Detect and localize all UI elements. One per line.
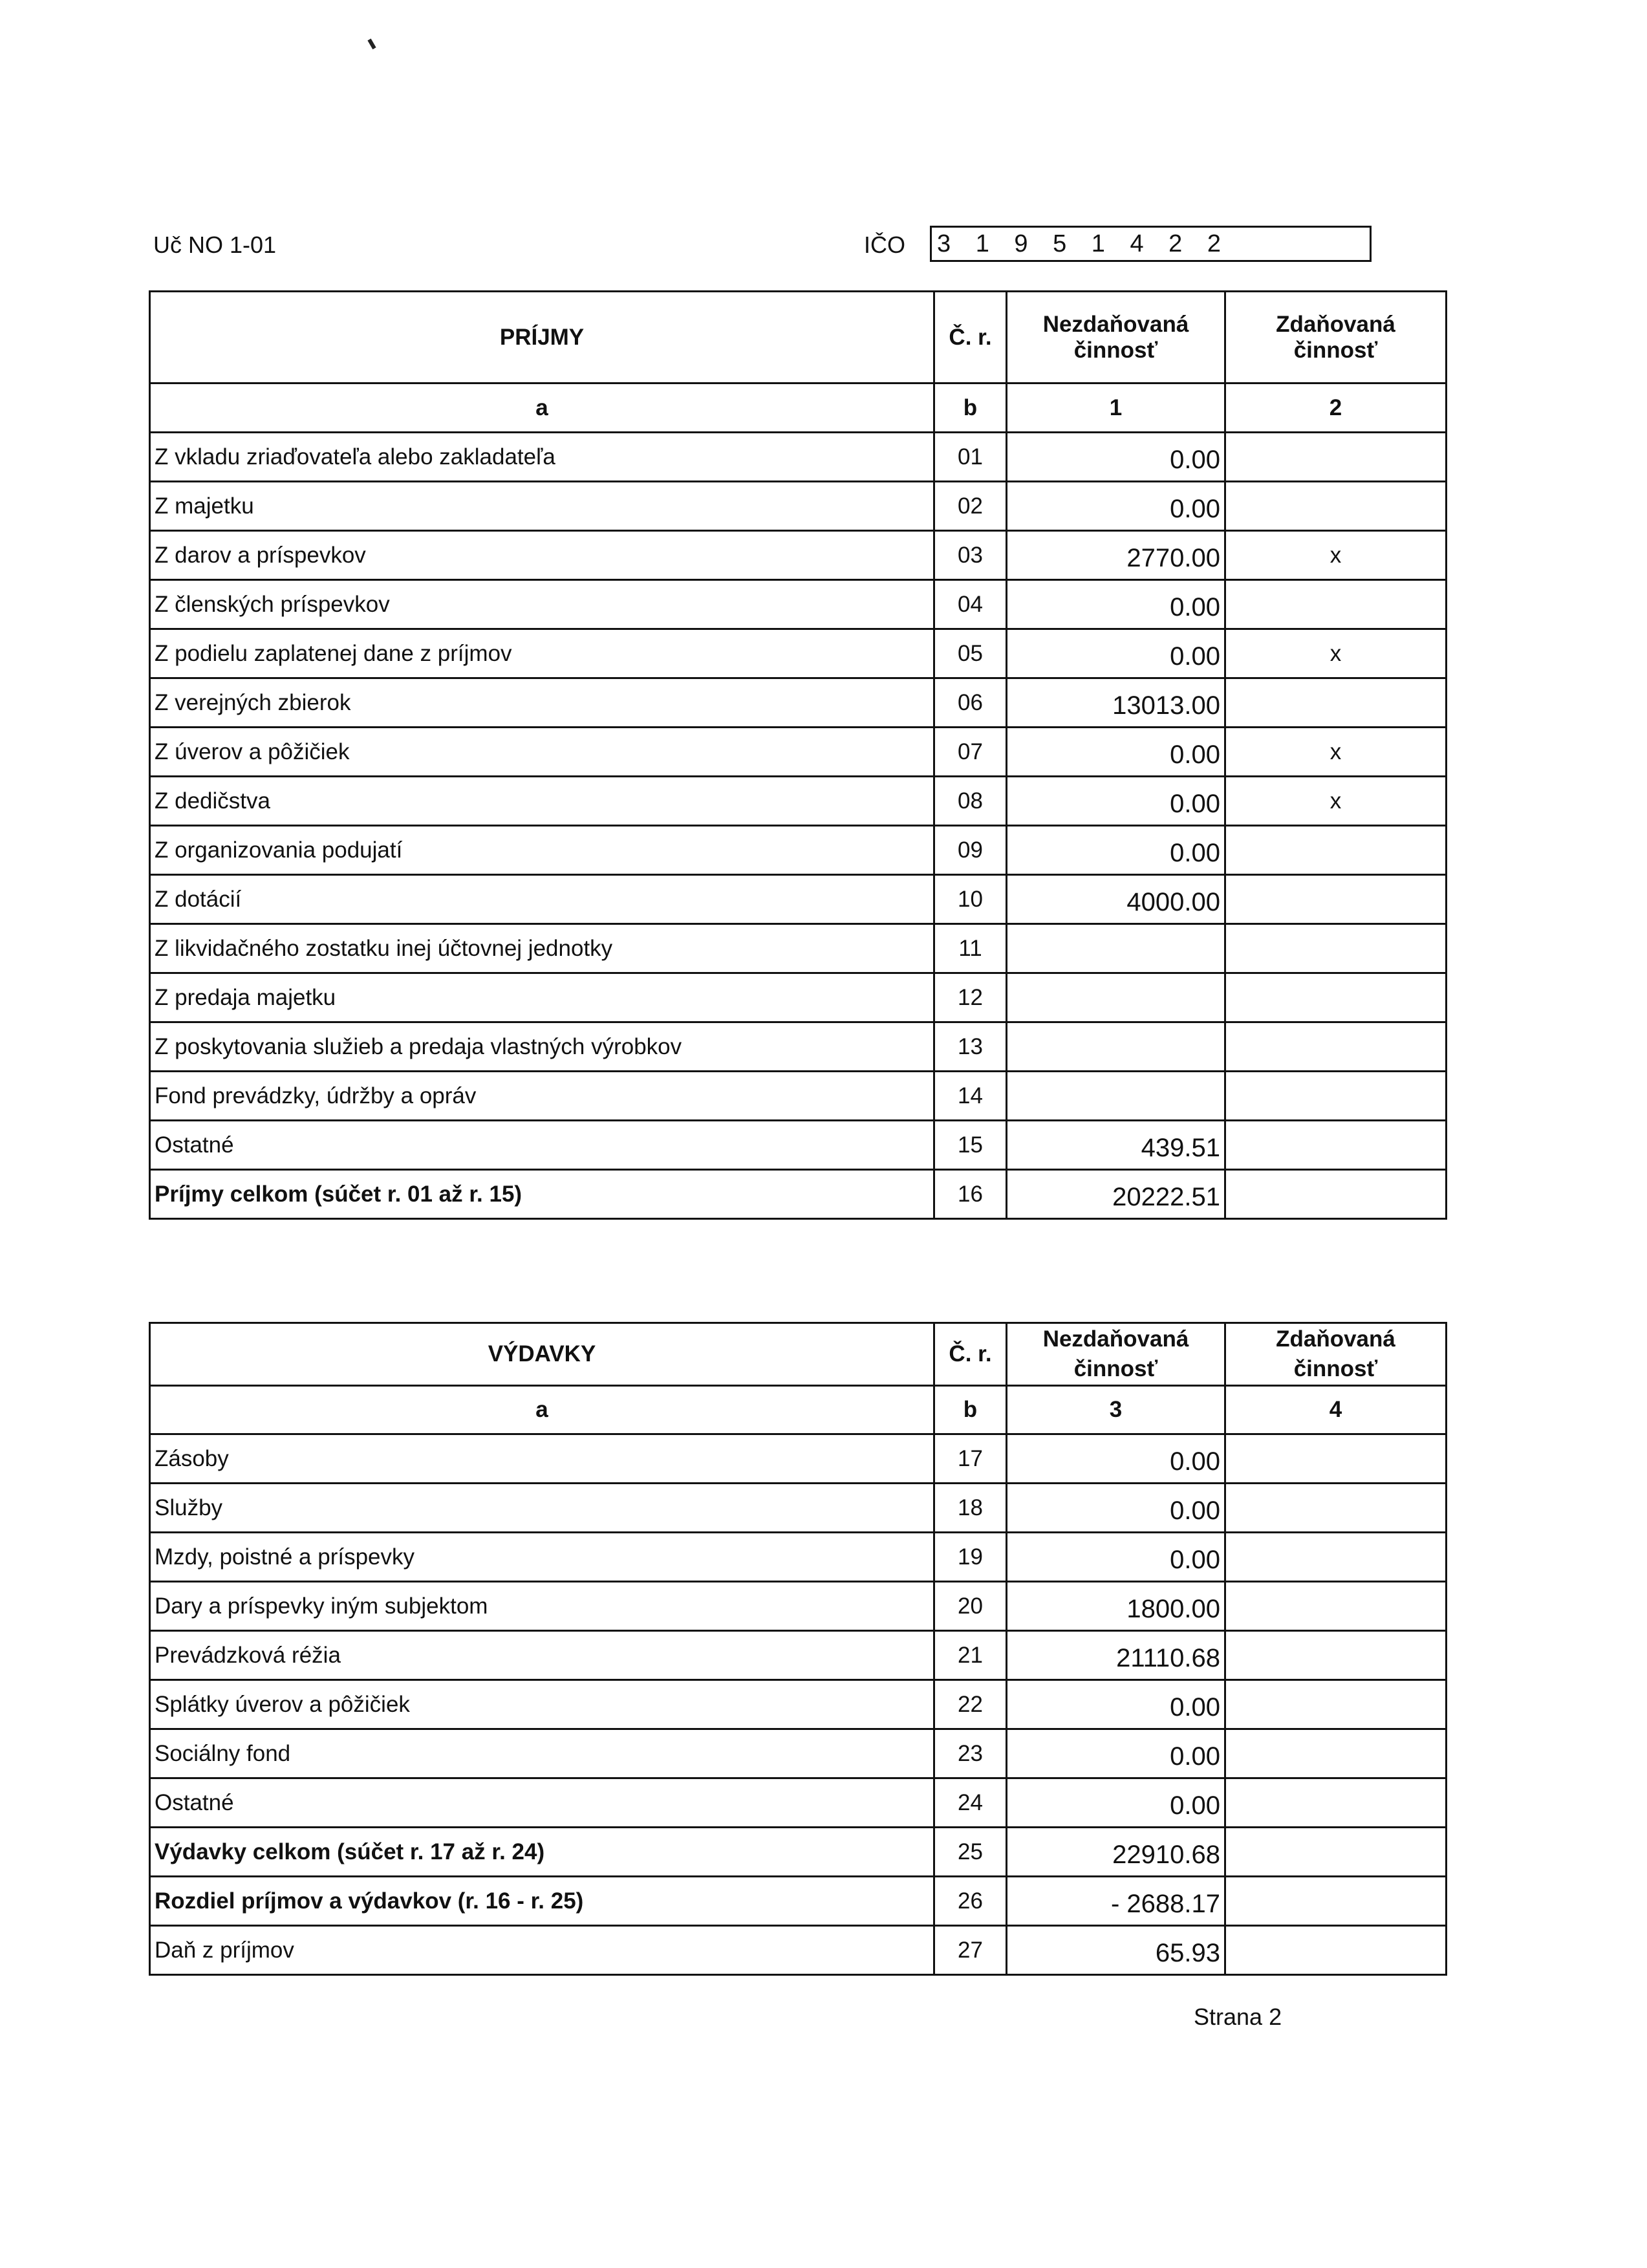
taxed-value: x xyxy=(1225,728,1447,777)
table-row xyxy=(150,728,1447,777)
table-row xyxy=(150,777,1447,826)
page-number: Strana 2 xyxy=(1194,2003,1282,2030)
row-label: Z likvidačného zostatku inej účtovnej jednotky xyxy=(150,924,934,973)
expense-header-row xyxy=(150,1323,1447,1386)
table-row xyxy=(150,433,1447,482)
row-code: 01 xyxy=(934,433,1007,482)
table-row xyxy=(150,924,1447,973)
row-code: 04 xyxy=(934,580,1007,629)
row-label: Sociálny fond xyxy=(150,1729,934,1778)
row-code-header: Č. r. xyxy=(934,1323,1007,1386)
nontaxed-value xyxy=(1007,1022,1225,1072)
table-row xyxy=(150,482,1447,531)
row-code: 26 xyxy=(934,1877,1007,1926)
taxed-value xyxy=(1225,973,1447,1022)
table-row xyxy=(150,1533,1447,1582)
taxed-value xyxy=(1225,1533,1447,1582)
table-row xyxy=(150,629,1447,678)
nontaxed-header xyxy=(1007,1323,1225,1386)
taxed-value xyxy=(1225,678,1447,728)
nontaxed-value: 2770.00 xyxy=(1007,531,1225,580)
income-table xyxy=(149,290,1447,1220)
taxed-header-line2: činnosť xyxy=(1293,337,1378,363)
table-row xyxy=(150,531,1447,580)
taxed-value xyxy=(1225,1778,1447,1828)
nontaxed-value: 4000.00 xyxy=(1007,875,1225,924)
table-row xyxy=(150,1582,1447,1631)
nontaxed-value: 0.00 xyxy=(1007,1484,1225,1533)
table-row xyxy=(150,1434,1447,1484)
row-code: 15 xyxy=(934,1121,1007,1170)
row-code: 10 xyxy=(934,875,1007,924)
nontaxed-value: 20222.51 xyxy=(1007,1170,1225,1219)
taxed-value xyxy=(1225,875,1447,924)
nontaxed-header xyxy=(1007,292,1225,383)
row-label: Daň z príjmov xyxy=(150,1926,934,1975)
row-label: Z darov a príspevkov xyxy=(150,531,934,580)
sub-1: 1 xyxy=(1007,383,1225,433)
row-label: Z verejných zbierok xyxy=(150,678,934,728)
nontaxed-header-line2: činnosť xyxy=(1073,1356,1158,1381)
row-code: 21 xyxy=(934,1631,1007,1680)
row-code: 24 xyxy=(934,1778,1007,1828)
table-row xyxy=(150,678,1447,728)
taxed-value: x xyxy=(1225,777,1447,826)
row-code: 16 xyxy=(934,1170,1007,1219)
nontaxed-value: 0.00 xyxy=(1007,728,1225,777)
taxed-header xyxy=(1225,1323,1447,1386)
nontaxed-value: 0.00 xyxy=(1007,1533,1225,1582)
taxed-value xyxy=(1225,1729,1447,1778)
row-label: Mzdy, poistné a príspevky xyxy=(150,1533,934,1582)
row-label: Ostatné xyxy=(150,1121,934,1170)
table-row xyxy=(150,1484,1447,1533)
taxed-value xyxy=(1225,1170,1447,1219)
row-code: 17 xyxy=(934,1434,1007,1484)
taxed-value xyxy=(1225,1828,1447,1877)
taxed-value xyxy=(1225,1582,1447,1631)
nontaxed-value xyxy=(1007,924,1225,973)
sub-a: a xyxy=(150,383,934,433)
row-code: 22 xyxy=(934,1680,1007,1729)
nontaxed-value xyxy=(1007,1072,1225,1121)
table-row xyxy=(150,973,1447,1022)
row-code: 18 xyxy=(934,1484,1007,1533)
income-header-row xyxy=(150,292,1447,383)
taxed-value xyxy=(1225,1926,1447,1975)
sub-2: 2 xyxy=(1225,383,1447,433)
table-row xyxy=(150,1778,1447,1828)
nontaxed-value: 0.00 xyxy=(1007,826,1225,875)
table-row xyxy=(150,1680,1447,1729)
taxed-header xyxy=(1225,292,1447,383)
nontaxed-value: - 2688.17 xyxy=(1007,1877,1225,1926)
row-label: Z predaja majetku xyxy=(150,973,934,1022)
row-code: 19 xyxy=(934,1533,1007,1582)
income-total-row xyxy=(150,1170,1447,1219)
taxed-value xyxy=(1225,1022,1447,1072)
table-row xyxy=(150,1072,1447,1121)
nontaxed-value: 65.93 xyxy=(1007,1926,1225,1975)
sub-b: b xyxy=(934,383,1007,433)
row-label: Zásoby xyxy=(150,1434,934,1484)
taxed-value xyxy=(1225,924,1447,973)
row-code: 08 xyxy=(934,777,1007,826)
row-code: 12 xyxy=(934,973,1007,1022)
nontaxed-header-line1: Nezdaňovaná xyxy=(1042,311,1189,337)
row-code: 06 xyxy=(934,678,1007,728)
row-label: Fond prevádzky, údržby a opráv xyxy=(150,1072,934,1121)
nontaxed-value: 0.00 xyxy=(1007,1778,1225,1828)
row-code: 23 xyxy=(934,1729,1007,1778)
row-label: Príjmy celkom (súčet r. 01 až r. 15) xyxy=(150,1170,934,1219)
row-code: 02 xyxy=(934,482,1007,531)
row-code-header: Č. r. xyxy=(934,292,1007,383)
expense-subheader-row xyxy=(150,1386,1447,1434)
row-label: Z členských príspevkov xyxy=(150,580,934,629)
row-label: Dary a príspevky iným subjektom xyxy=(150,1582,934,1631)
taxed-value xyxy=(1225,1680,1447,1729)
taxed-value xyxy=(1225,433,1447,482)
row-label: Z organizovania podujatí xyxy=(150,826,934,875)
row-code: 27 xyxy=(934,1926,1007,1975)
taxed-header-line1: Zdaňovaná xyxy=(1276,311,1395,337)
taxed-value xyxy=(1225,1877,1447,1926)
nontaxed-value: 0.00 xyxy=(1007,629,1225,678)
nontaxed-header-line2: činnosť xyxy=(1073,337,1158,363)
taxed-value xyxy=(1225,580,1447,629)
nontaxed-value: 0.00 xyxy=(1007,777,1225,826)
sub-a: a xyxy=(150,1386,934,1434)
row-code: 03 xyxy=(934,531,1007,580)
row-label: Z úverov a pôžičiek xyxy=(150,728,934,777)
row-code: 05 xyxy=(934,629,1007,678)
table-row xyxy=(150,580,1447,629)
row-label: Prevádzková réžia xyxy=(150,1631,934,1680)
table-row xyxy=(150,875,1447,924)
table-row xyxy=(150,1022,1447,1072)
table-row xyxy=(150,1926,1447,1975)
row-code: 25 xyxy=(934,1828,1007,1877)
income-title: PRÍJMY xyxy=(150,292,934,383)
row-code: 20 xyxy=(934,1582,1007,1631)
row-label: Z poskytovania služieb a predaja vlastných výrobkov xyxy=(150,1022,934,1072)
row-label: Splátky úverov a pôžičiek xyxy=(150,1680,934,1729)
taxed-value: x xyxy=(1225,531,1447,580)
ico-label: IČO xyxy=(864,232,906,258)
row-label: Rozdiel príjmov a výdavkov (r. 16 - r. 25) xyxy=(150,1877,934,1926)
taxed-value xyxy=(1225,1434,1447,1484)
sub-4: 4 xyxy=(1225,1386,1447,1434)
row-label: Výdavky celkom (súčet r. 17 až r. 24) xyxy=(150,1828,934,1877)
taxed-value xyxy=(1225,1631,1447,1680)
row-label: Ostatné xyxy=(150,1778,934,1828)
ico-field: 3 1 9 5 1 4 2 2 xyxy=(930,226,1372,262)
taxed-header-line1: Zdaňovaná xyxy=(1276,1326,1395,1352)
row-label: Z vkladu zriaďovateľa alebo zakladateľa xyxy=(150,433,934,482)
taxed-value xyxy=(1225,826,1447,875)
nontaxed-value: 0.00 xyxy=(1007,580,1225,629)
nontaxed-value: 21110.68 xyxy=(1007,1631,1225,1680)
nontaxed-value: 1800.00 xyxy=(1007,1582,1225,1631)
sub-b: b xyxy=(934,1386,1007,1434)
row-code: 14 xyxy=(934,1072,1007,1121)
nontaxed-value: 0.00 xyxy=(1007,433,1225,482)
nontaxed-value: 0.00 xyxy=(1007,1729,1225,1778)
sub-3: 3 xyxy=(1007,1386,1225,1434)
row-label: Z dedičstva xyxy=(150,777,934,826)
nontaxed-value: 439.51 xyxy=(1007,1121,1225,1170)
taxed-value: x xyxy=(1225,629,1447,678)
row-code: 09 xyxy=(934,826,1007,875)
taxed-value xyxy=(1225,1484,1447,1533)
nontaxed-value: 22910.68 xyxy=(1007,1828,1225,1877)
table-row xyxy=(150,826,1447,875)
taxed-value xyxy=(1225,482,1447,531)
scan-mark xyxy=(367,39,376,50)
nontaxed-header-line1: Nezdaňovaná xyxy=(1042,1326,1189,1352)
row-label: Z dotácií xyxy=(150,875,934,924)
income-subheader-row xyxy=(150,383,1447,433)
expense-total-row xyxy=(150,1828,1447,1877)
expense-title: VÝDAVKY xyxy=(150,1323,934,1386)
row-label: Služby xyxy=(150,1484,934,1533)
taxed-value xyxy=(1225,1121,1447,1170)
nontaxed-value: 0.00 xyxy=(1007,1680,1225,1729)
taxed-value xyxy=(1225,1072,1447,1121)
row-label: Z podielu zaplatenej dane z príjmov xyxy=(150,629,934,678)
form-code: Uč NO 1-01 xyxy=(153,232,277,258)
nontaxed-value: 0.00 xyxy=(1007,1434,1225,1484)
nontaxed-value: 0.00 xyxy=(1007,482,1225,531)
table-row xyxy=(150,1631,1447,1680)
taxed-header-line2: činnosť xyxy=(1293,1356,1378,1381)
difference-row xyxy=(150,1877,1447,1926)
row-code: 07 xyxy=(934,728,1007,777)
nontaxed-value xyxy=(1007,973,1225,1022)
row-label: Z majetku xyxy=(150,482,934,531)
nontaxed-value: 13013.00 xyxy=(1007,678,1225,728)
table-row xyxy=(150,1121,1447,1170)
row-code: 11 xyxy=(934,924,1007,973)
row-code: 13 xyxy=(934,1022,1007,1072)
expense-table xyxy=(149,1322,1447,1976)
table-row xyxy=(150,1729,1447,1778)
